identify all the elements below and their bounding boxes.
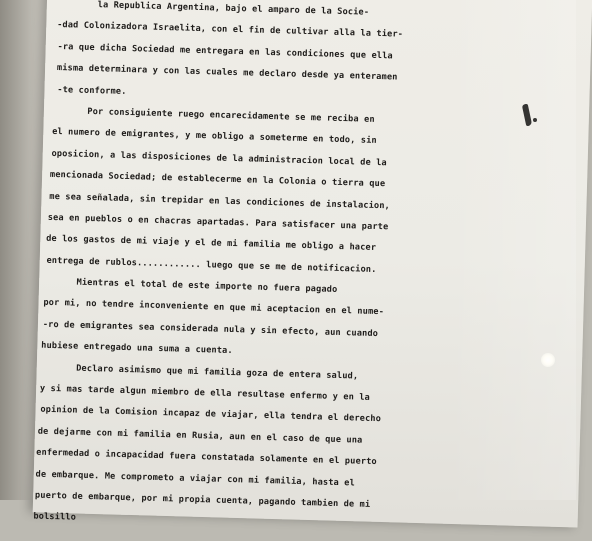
text-line: mencionada Sociedad; de establecerme en la Colonia o tierra que <box>49 169 386 190</box>
text-line: por mi, no tendre inconveniente en que mi aceptacion en el nume- <box>43 298 385 318</box>
text-line: el numero de emigrantes, y me obligo a someterme en todo, sin <box>51 127 377 147</box>
text-line: -ra que dicha Sociedad me entregara en las condiciones que ella <box>57 41 393 62</box>
text-line: de dejarme con mi familia en Rusia, aun en el caso de que una <box>37 426 363 446</box>
text-line: bolsillo <box>33 511 77 524</box>
text-line: hubiese entregado una suma a cuenta. <box>41 340 233 357</box>
text-line: Por consiguiente ruego encarecidamente se me reciba en <box>60 106 375 125</box>
text-line: de embarque. Me comprometo a viajar con mi familia, hasta el <box>35 469 356 489</box>
text-line: -ro de emigrantes sea considerada nula y sin efecto, aun cuando <box>42 319 379 339</box>
text-line: me sea señalada, sin trepidar en las condiciones de instalacion, <box>49 191 391 211</box>
text-line: -te conforme. <box>57 84 127 97</box>
text-line: opinion de la Comision incapaz de viajar, ella tendra el derecho <box>40 405 382 425</box>
text-line: misma determinara y con las cuales me declaro desde ya enteramen <box>56 63 398 83</box>
text-line: puerto de embarque, por mi propia cuenta, pagando tambien de mi <box>34 490 371 510</box>
text-line: Declaro asimismo que mi familia goza de entera salud, <box>49 362 359 382</box>
text-line: de los gastos de mi viaje y el de mi familia me obligo a hacer <box>46 234 377 254</box>
light-reflection <box>541 353 555 367</box>
text-line: entrega de rublos............ luego que se me de notificacion. <box>46 255 377 275</box>
text-line: y si mas tarde algun miembro de ella resultase enfermo y en la <box>39 383 371 403</box>
text-line: enfermedad o incapacidad fuera constatada solamente en el puerto <box>36 447 377 468</box>
text-line: oposicion, a las disposiciones de la administracion local de la <box>51 148 387 168</box>
ink-dot <box>533 118 537 122</box>
typed-text-block <box>33 0 518 541</box>
text-line: la Republica Argentina, bajo el amparo de la Socie- <box>97 0 370 18</box>
text-line: -dad Colonizadora Israelita, con el fin de cultivar alla la tier- <box>56 20 404 41</box>
text-line: Mientras el total de este importe no fuera pagado <box>49 276 338 295</box>
text-line: sea en pueblos o en chacras apartadas. Para satisfacer una parte <box>47 212 389 233</box>
